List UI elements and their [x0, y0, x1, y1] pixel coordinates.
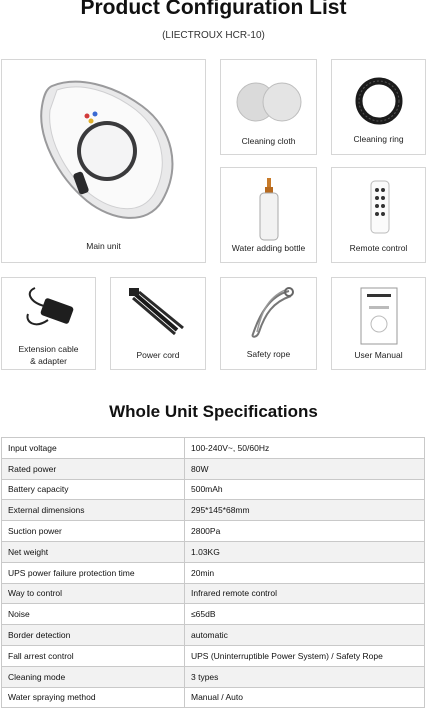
spec-value: 100-240V~, 50/60Hz [185, 438, 425, 459]
spec-row [2, 687, 425, 708]
spec-key: Rated power [2, 458, 185, 479]
spec-row [2, 645, 425, 666]
extension-cable-image [20, 284, 80, 334]
spec-key: Way to control [2, 583, 185, 604]
spec-value: 3 types [185, 666, 425, 687]
cleaning-cloth-label: Cleaning cloth [241, 136, 296, 146]
water-bottle-card [220, 167, 317, 263]
main-unit-label: Main unit [86, 241, 121, 251]
remote-control-image [365, 180, 395, 235]
cleaning-ring-card [331, 59, 426, 155]
main-unit-card [1, 59, 206, 263]
spec-key: Cleaning mode [2, 666, 185, 687]
specs-table [1, 437, 425, 708]
spec-value: ≤65dB [185, 604, 425, 625]
spec-value: 2800Pa [185, 521, 425, 542]
spec-key: Battery capacity [2, 479, 185, 500]
user-manual-image [359, 286, 399, 346]
user-manual-card [331, 277, 426, 370]
power-cord-card [110, 277, 206, 370]
spec-key: Fall arrest control [2, 645, 185, 666]
spec-key: External dimensions [2, 500, 185, 521]
spec-key: Suction power [2, 521, 185, 542]
main-unit-image [32, 76, 182, 226]
spec-row [2, 458, 425, 479]
spec-row [2, 562, 425, 583]
model-subtitle: (LIECTROUX HCR-10) [162, 30, 265, 41]
user-manual-label: User Manual [354, 350, 403, 360]
safety-rope-card [220, 277, 317, 370]
spec-value: Manual / Auto [185, 687, 425, 708]
page-title: Product Configuration List [80, 0, 347, 19]
specs-title: Whole Unit Specifications [109, 402, 318, 421]
spec-row [2, 625, 425, 646]
spec-row [2, 521, 425, 542]
safety-rope-label: Safety rope [246, 349, 291, 359]
cleaning-cloth-image [234, 80, 304, 125]
power-cord-image [127, 284, 191, 339]
spec-value: automatic [185, 625, 425, 646]
cleaning-cloth-card [220, 59, 317, 155]
extension-cable-label: Extension cable [18, 344, 79, 354]
spec-key: Water spraying method [2, 687, 185, 708]
spec-row [2, 604, 425, 625]
extension-adapter-label: & adapter [30, 356, 67, 366]
spec-value: UPS (Uninterruptible Power System) / Safety Rope [185, 645, 425, 666]
spec-key: Border detection [2, 625, 185, 646]
spec-key: Noise [2, 604, 185, 625]
spec-key: UPS power failure protection time [2, 562, 185, 583]
spec-value: 295*145*68mm [185, 500, 425, 521]
water-bottle-image [254, 178, 284, 243]
spec-key: Net weight [2, 541, 185, 562]
spec-row [2, 666, 425, 687]
water-bottle-label: Water adding bottle [231, 243, 306, 253]
spec-value: 500mAh [185, 479, 425, 500]
spec-row [2, 541, 425, 562]
remote-control-card [331, 167, 426, 263]
spec-value: 80W [185, 458, 425, 479]
spec-row [2, 583, 425, 604]
spec-key: Input voltage [2, 438, 185, 459]
spec-value: Infrared remote control [185, 583, 425, 604]
spec-value: 1.03KG [185, 541, 425, 562]
power-cord-label: Power cord [136, 350, 180, 360]
spec-row [2, 438, 425, 459]
spec-row [2, 479, 425, 500]
safety-rope-image [239, 286, 299, 341]
remote-control-label: Remote control [349, 243, 408, 253]
spec-row [2, 500, 425, 521]
spec-value: 20min [185, 562, 425, 583]
cleaning-ring-label: Cleaning ring [353, 134, 404, 144]
cleaning-ring-image [354, 76, 404, 126]
extension-cable-card [1, 277, 96, 370]
